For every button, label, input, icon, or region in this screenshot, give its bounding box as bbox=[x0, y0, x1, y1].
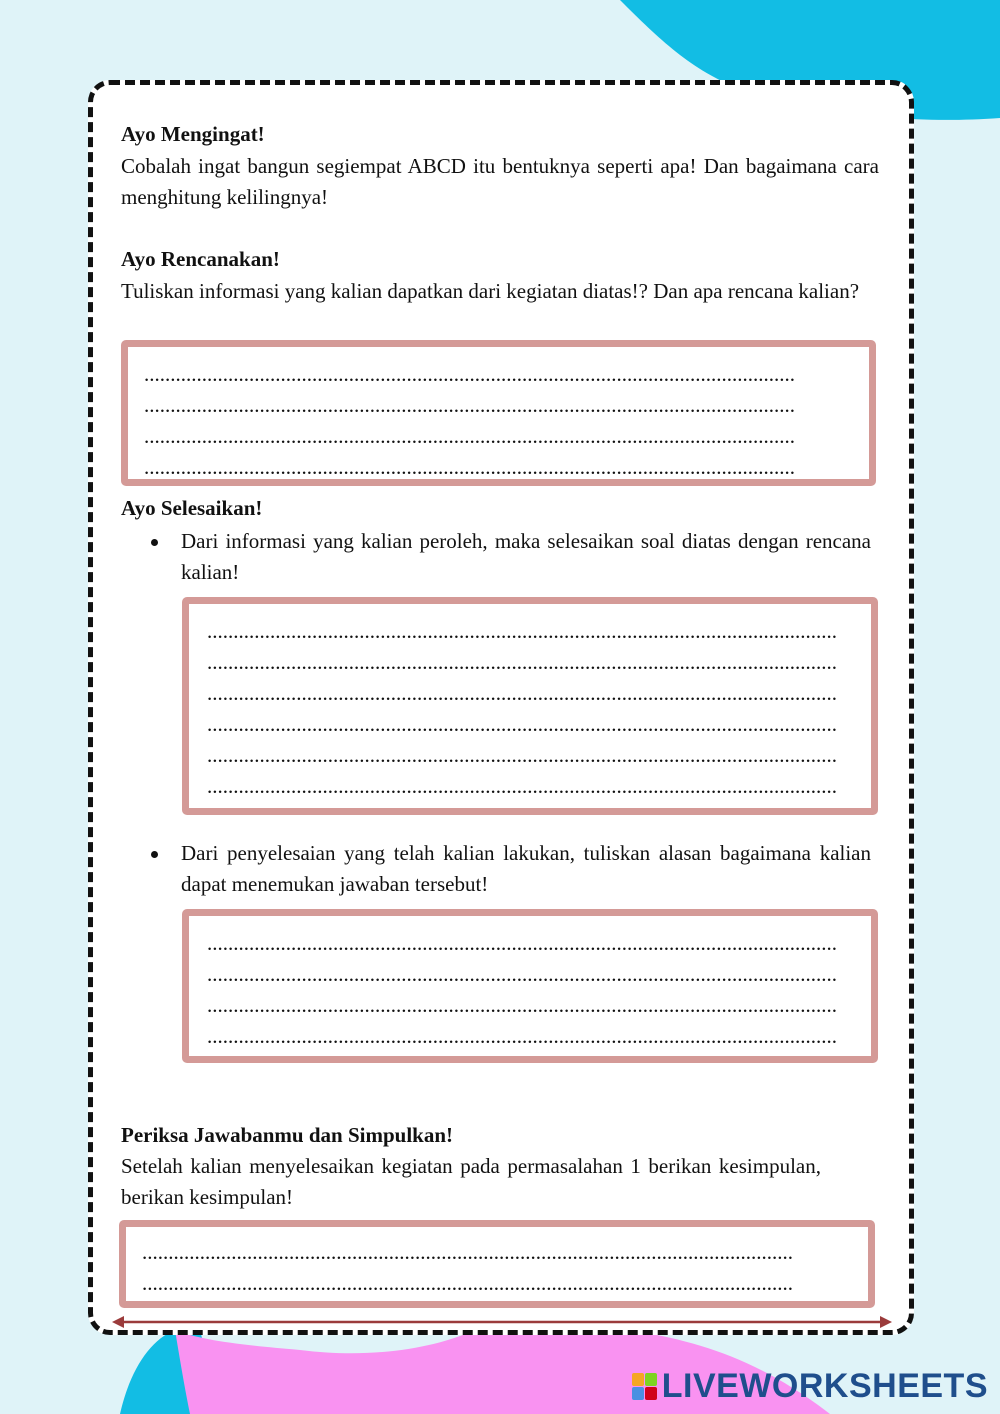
heading-plan: Ayo Rencanakan! bbox=[121, 247, 280, 271]
double-arrow-icon bbox=[112, 1314, 892, 1330]
answer-line: ............................................................................................................................ bbox=[144, 362, 795, 386]
logo-text: LIVEWORKSHEETS bbox=[661, 1367, 988, 1405]
plan-text: Tuliskan informasi yang kalian dapatkan dari kegiatan diatas!? Dan apa rencana kalian? bbox=[121, 279, 860, 303]
heading-conclude: Periksa Jawabanmu dan Simpulkan! bbox=[121, 1123, 454, 1147]
solve-bullet-2: Dari penyelesaian yang telah kalian lakukan, tuliskan alasan bagaimana kalian dapat menemukan jawaban tersebut! bbox=[181, 841, 871, 896]
conclude-answer-box[interactable] bbox=[119, 1220, 875, 1308]
remember-text: Cobalah ingat bangun segiempat ABCD itu bentuknya seperti apa! Dan bagaimana cara menghitung kelilingnya! bbox=[121, 154, 879, 209]
answer-line: ........................................................................................................................ bbox=[207, 650, 837, 674]
answer-line: ........................................................................................................................ bbox=[207, 681, 837, 705]
plan-answer-box[interactable] bbox=[121, 340, 876, 486]
answer-line: ........................................................................................................................ bbox=[207, 619, 837, 643]
solve-bullet-1: Dari informasi yang kalian peroleh, maka selesaikan soal diatas dengan rencana kalian! bbox=[181, 529, 871, 584]
answer-line: ............................................................................................................................ bbox=[144, 424, 795, 448]
bullet-marker bbox=[151, 851, 158, 858]
liveworksheets-logo bbox=[632, 1367, 988, 1406]
answer-line: ............................................................................................................................ bbox=[144, 455, 795, 479]
conclude-text: Setelah kalian menyelesaikan kegiatan pada permasalahan 1 berikan kesimpulan, berikan kesimpulan! bbox=[121, 1154, 821, 1209]
answer-line: ............................................................................................................................ bbox=[142, 1271, 793, 1295]
answer-line: ........................................................................................................................ bbox=[207, 931, 837, 955]
answer-line: ........................................................................................................................ bbox=[207, 774, 837, 798]
answer-line: ........................................................................................................................ bbox=[207, 993, 837, 1017]
answer-line: ........................................................................................................................ bbox=[207, 712, 837, 736]
answer-line: ........................................................................................................................ bbox=[207, 1024, 837, 1048]
answer-line: ........................................................................................................................ bbox=[207, 743, 837, 767]
liveworksheets-logo-icon bbox=[632, 1373, 658, 1401]
heading-remember: Ayo Mengingat! bbox=[121, 122, 265, 146]
answer-line: ........................................................................................................................ bbox=[207, 962, 837, 986]
solve-answer-box-1[interactable] bbox=[182, 597, 878, 815]
solve-answer-box-2[interactable] bbox=[182, 909, 878, 1063]
answer-line: ............................................................................................................................ bbox=[142, 1240, 793, 1264]
heading-solve: Ayo Selesaikan! bbox=[121, 496, 263, 520]
answer-line: ............................................................................................................................ bbox=[144, 393, 795, 417]
bullet-marker bbox=[151, 539, 158, 546]
